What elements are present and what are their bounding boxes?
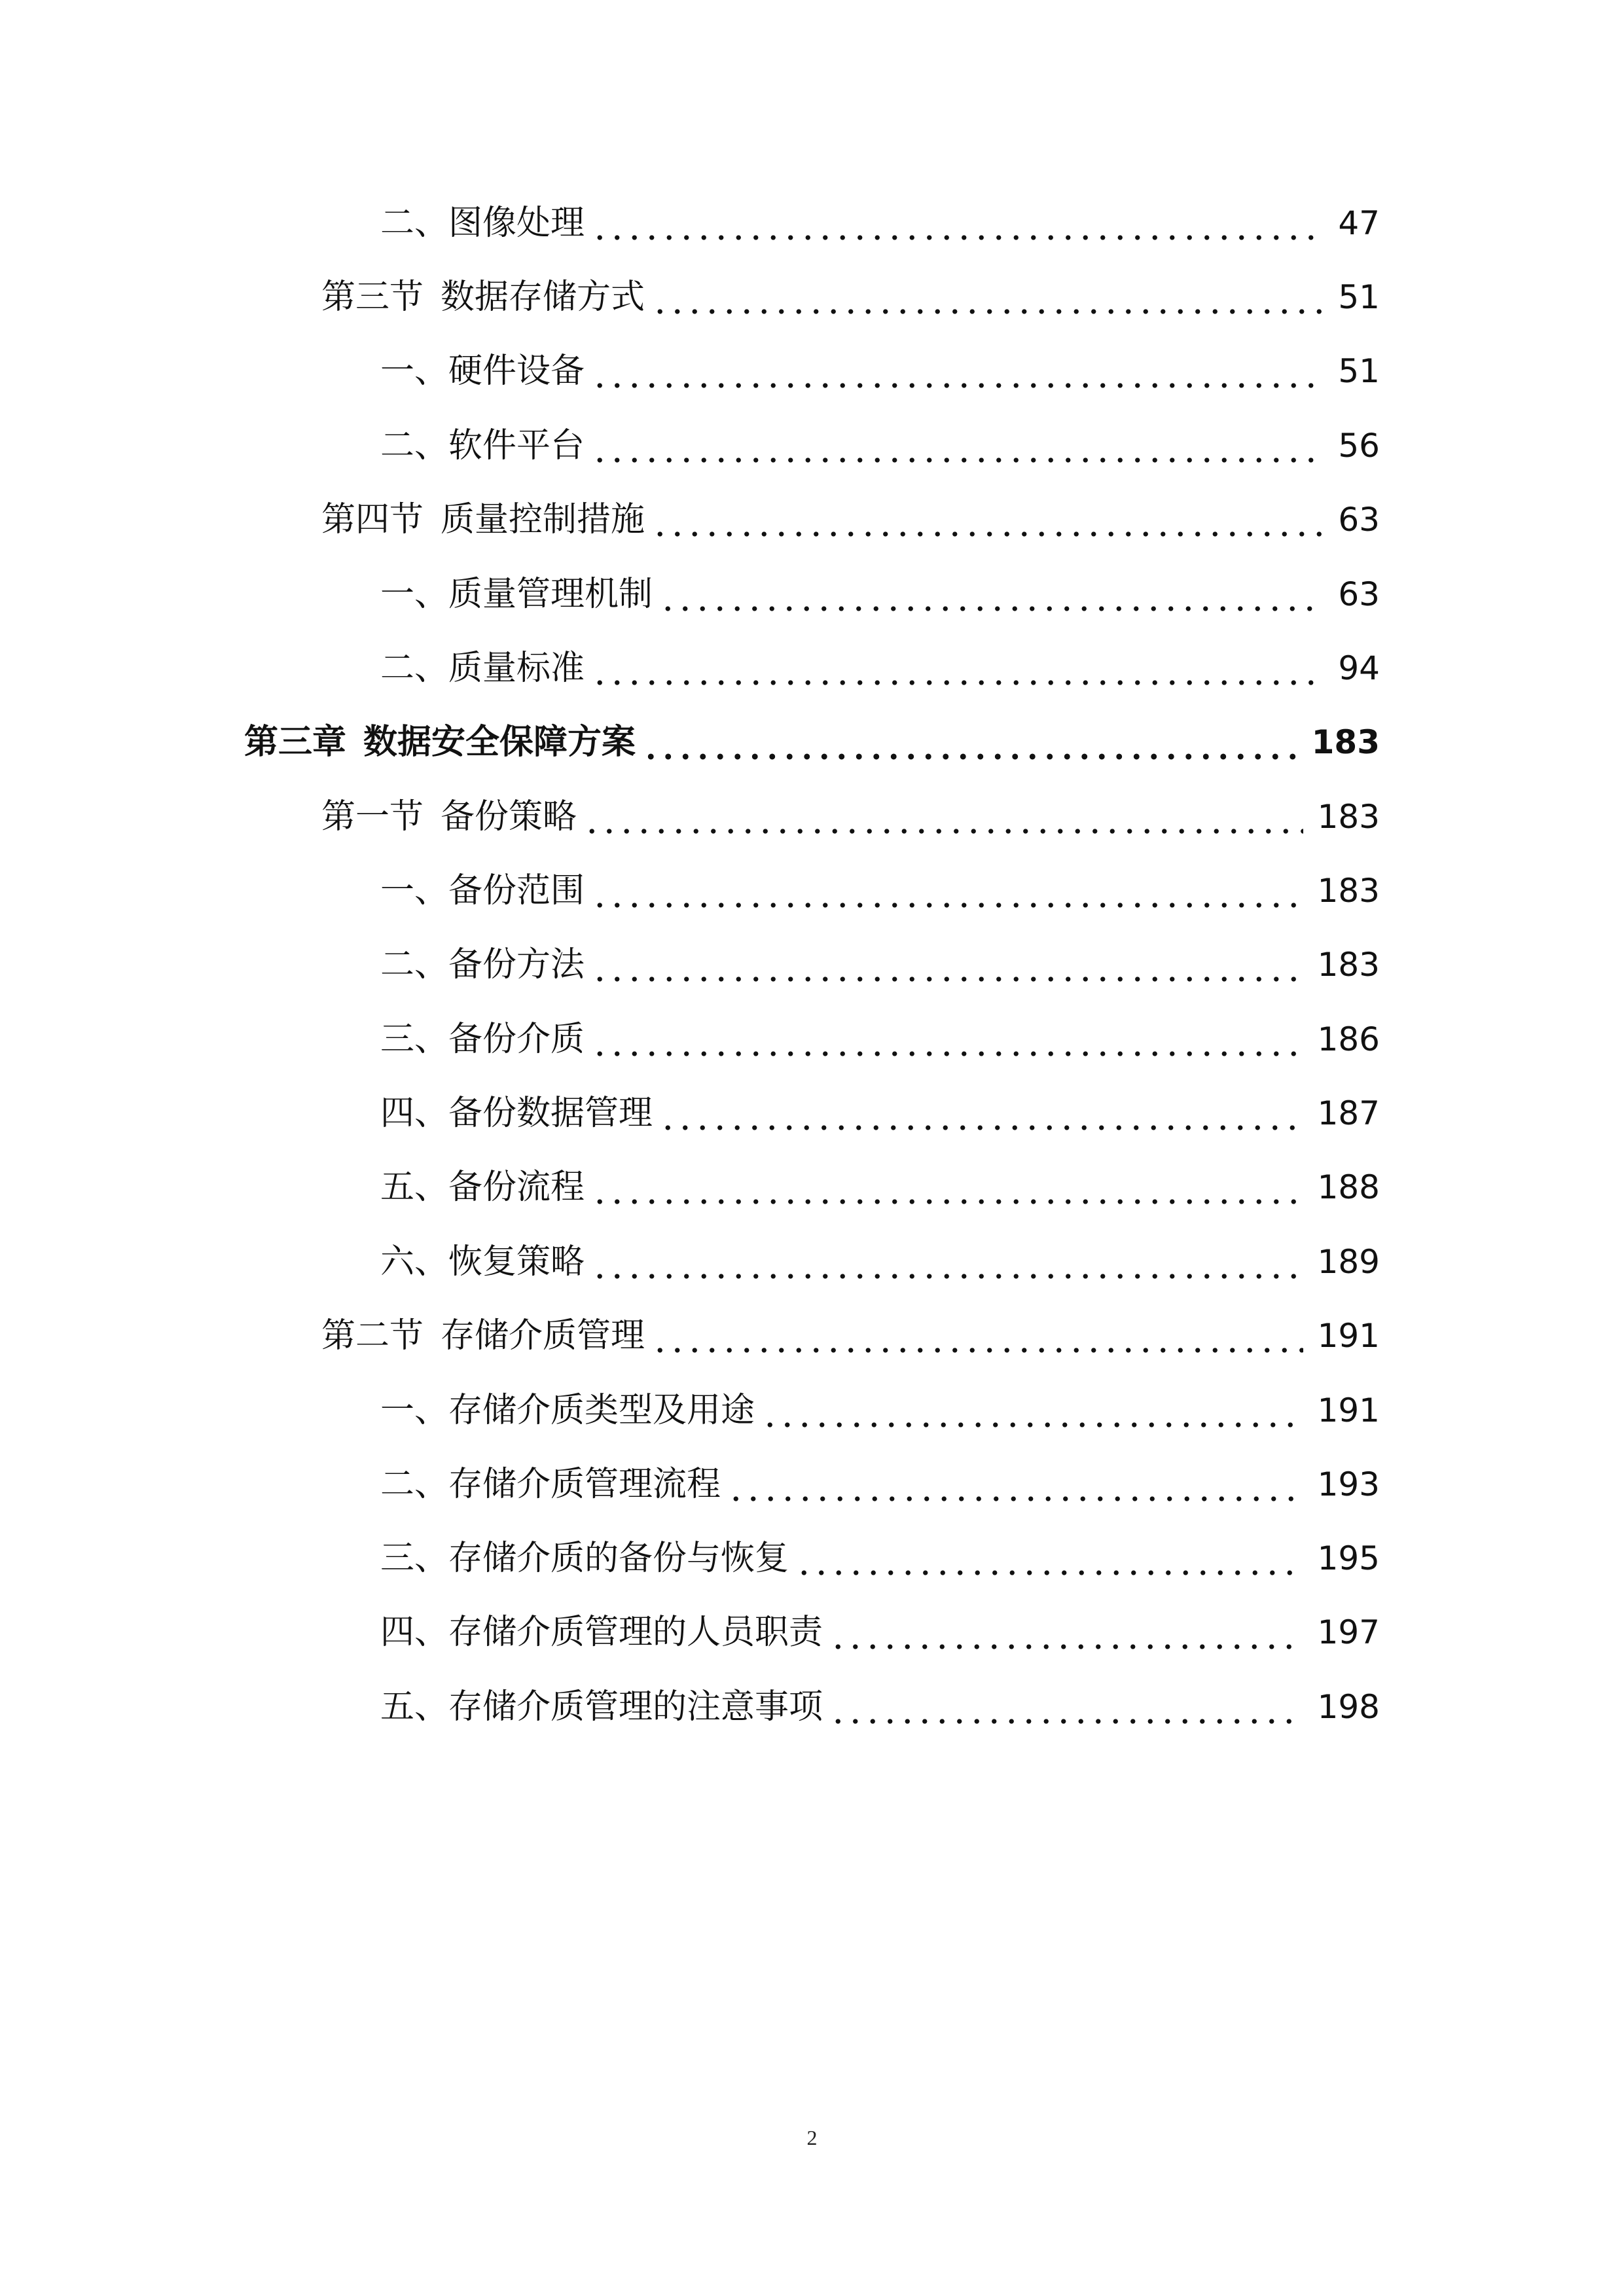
- toc-entry-title: [380, 1232, 585, 1291]
- toc-entry-prefix: 第二节: [321, 1316, 424, 1355]
- toc-entry-prefix: 五、: [380, 1687, 449, 1727]
- dot-leader: [591, 1018, 1303, 1057]
- toc-entry-prefix: 一、: [380, 351, 449, 391]
- toc-entry-page: 47: [1338, 204, 1380, 242]
- toc-entry[interactable]: [380, 1084, 1380, 1143]
- toc-entry-text: 备份介质: [448, 1020, 585, 1059]
- toc-entry-text: 备份范围: [448, 871, 585, 910]
- toc-entry-title: [380, 1529, 789, 1588]
- dot-leader: [659, 1092, 1303, 1131]
- dot-leader: [591, 202, 1324, 241]
- toc-entry-title: [380, 1084, 653, 1143]
- toc-entry[interactable]: [380, 1232, 1380, 1291]
- toc-entry-prefix: 三、: [380, 1020, 449, 1059]
- toc-entry-text: 数据存储方式: [441, 278, 645, 317]
- toc-entry-text: 存储介质的备份与恢复: [448, 1539, 789, 1578]
- toc-entry-title: [321, 1306, 645, 1365]
- dot-leader: [591, 1166, 1303, 1205]
- toc-entry-prefix: 一、: [380, 871, 449, 910]
- toc-entry-prefix: 二、: [380, 204, 449, 243]
- toc-entry-title: [380, 1455, 721, 1514]
- toc-entry-page: 191: [1317, 1391, 1380, 1429]
- toc-entry-prefix: 四、: [380, 1094, 449, 1133]
- toc-entry-page: 51: [1338, 352, 1380, 390]
- dot-leader: [591, 869, 1303, 908]
- toc-entry-prefix: 第四节: [321, 500, 424, 539]
- toc-entry-title: [380, 194, 585, 253]
- toc-entry-page: 197: [1317, 1613, 1380, 1651]
- toc-entry-title: [380, 861, 585, 920]
- toc-entry-text: 质量管理机制: [448, 575, 653, 614]
- toc-entry[interactable]: [380, 1677, 1380, 1736]
- page-number: 2: [806, 2126, 818, 2149]
- toc-entry-text: 图像处理: [448, 204, 585, 243]
- toc-entry[interactable]: [380, 194, 1380, 253]
- toc-entry-title: [380, 565, 653, 624]
- toc-entry[interactable]: [321, 268, 1380, 327]
- toc-entry-text: 硬件设备: [448, 351, 585, 391]
- dot-leader: [591, 1240, 1303, 1280]
- toc-entry-prefix: 三、: [380, 1539, 449, 1578]
- toc-entry-prefix: 一、: [380, 575, 449, 614]
- toc-entry-title: [380, 416, 585, 475]
- toc-entry-text: 数据安全保障方案: [363, 722, 636, 762]
- toc-entry-page: 186: [1317, 1020, 1380, 1058]
- dot-leader: [651, 1314, 1303, 1354]
- toc-entry-page: 94: [1338, 649, 1380, 687]
- toc-entry[interactable]: [380, 639, 1380, 698]
- toc-entry-text: 存储介质管理流程: [448, 1465, 721, 1504]
- toc-entry-prefix: 第一节: [321, 797, 424, 836]
- toc-entry-prefix: 五、: [380, 1168, 449, 1207]
- toc-entry-page: 188: [1317, 1168, 1380, 1206]
- toc-entry[interactable]: [380, 1603, 1380, 1662]
- toc-entry-prefix: 一、: [380, 1391, 449, 1430]
- toc-entry[interactable]: [380, 416, 1380, 475]
- toc-entry-title: [380, 935, 585, 994]
- dot-leader: [727, 1463, 1303, 1502]
- toc-entry-title: [380, 639, 585, 698]
- dot-leader: [642, 721, 1297, 760]
- dot-leader: [591, 647, 1324, 686]
- toc-entry-text: 恢复策略: [448, 1242, 585, 1282]
- toc-entry[interactable]: [321, 1306, 1380, 1365]
- dot-leader: [591, 424, 1324, 463]
- dot-leader: [761, 1389, 1303, 1428]
- toc-entry-prefix: 二、: [380, 649, 449, 688]
- toc-entry[interactable]: [380, 1158, 1380, 1217]
- toc-entry[interactable]: [380, 935, 1380, 994]
- toc-entry[interactable]: [321, 490, 1380, 549]
- dot-leader: [651, 498, 1324, 537]
- toc-entry[interactable]: [380, 1010, 1380, 1069]
- toc-entry-page: 183: [1317, 946, 1380, 984]
- toc-entry-title: [380, 1381, 755, 1440]
- toc-entry-title: [380, 1677, 823, 1736]
- toc-entry-page: 195: [1317, 1539, 1380, 1577]
- toc-entry-title: [321, 490, 645, 549]
- toc-entry-prefix: 四、: [380, 1613, 449, 1652]
- toc-entry[interactable]: [380, 861, 1380, 920]
- toc-entry-text: 备份数据管理: [448, 1094, 653, 1133]
- toc-entry-text: 存储介质管理的注意事项: [448, 1687, 823, 1727]
- dot-leader: [659, 573, 1324, 612]
- toc-entry[interactable]: [380, 1529, 1380, 1588]
- toc-entry-title: [244, 713, 636, 772]
- toc-entry-title: [380, 1158, 585, 1217]
- toc-entry-text: 存储介质管理: [441, 1316, 645, 1355]
- toc-entry-page: 189: [1317, 1243, 1380, 1281]
- toc-entry-page: 198: [1317, 1688, 1380, 1726]
- toc-entry-prefix: 第三节: [321, 278, 424, 317]
- toc-entry-prefix: 二、: [380, 426, 449, 465]
- toc-entry-title: [380, 342, 585, 401]
- toc-entry-text: 存储介质类型及用途: [448, 1391, 755, 1430]
- dot-leader: [651, 276, 1324, 315]
- dot-leader: [583, 795, 1303, 834]
- toc-entry-page: 56: [1338, 427, 1380, 465]
- toc-entry[interactable]: [380, 565, 1380, 624]
- toc-entry[interactable]: [380, 1381, 1380, 1440]
- toc-entry[interactable]: [321, 787, 1380, 846]
- toc-entry-page: 183: [1317, 872, 1380, 910]
- toc-entry-text: 备份方法: [448, 945, 585, 984]
- toc-entry-page: 51: [1338, 278, 1380, 316]
- toc-entry-page: 191: [1317, 1317, 1380, 1355]
- toc-entry-title: [380, 1603, 823, 1662]
- toc-entry-title: [380, 1010, 585, 1069]
- toc-entry-page: 183: [1317, 798, 1380, 836]
- toc-entry-text: 软件平台: [448, 426, 585, 465]
- toc-entry-page: 63: [1338, 575, 1380, 613]
- toc-entry-prefix: 六、: [380, 1242, 449, 1282]
- toc-entry[interactable]: [380, 342, 1380, 401]
- toc-entry-page: 187: [1317, 1094, 1380, 1132]
- toc-entry-text: 备份策略: [441, 797, 577, 836]
- toc-entry-title: [321, 787, 577, 846]
- toc-entry-title: [321, 268, 645, 327]
- dot-leader: [829, 1611, 1303, 1650]
- toc-entry[interactable]: [380, 1455, 1380, 1514]
- toc-entry-text: 质量控制措施: [441, 500, 645, 539]
- dot-leader: [591, 943, 1303, 982]
- toc-entry-prefix: 第三章: [244, 722, 347, 762]
- dot-leader: [591, 350, 1324, 389]
- toc-entry-text: 备份流程: [448, 1168, 585, 1207]
- toc-entry-chapter[interactable]: [244, 713, 1380, 772]
- toc-entry-prefix: 二、: [380, 945, 449, 984]
- dot-leader: [829, 1685, 1303, 1725]
- dot-leader: [795, 1537, 1303, 1576]
- toc-entry-page: 63: [1338, 501, 1380, 539]
- toc-entry-text: 存储介质管理的人员职责: [448, 1613, 823, 1652]
- toc-entry-prefix: 二、: [380, 1465, 449, 1504]
- toc-entry-text: 质量标准: [448, 649, 585, 688]
- toc-entry-page: 183: [1311, 723, 1380, 761]
- toc-entry-page: 193: [1317, 1465, 1380, 1503]
